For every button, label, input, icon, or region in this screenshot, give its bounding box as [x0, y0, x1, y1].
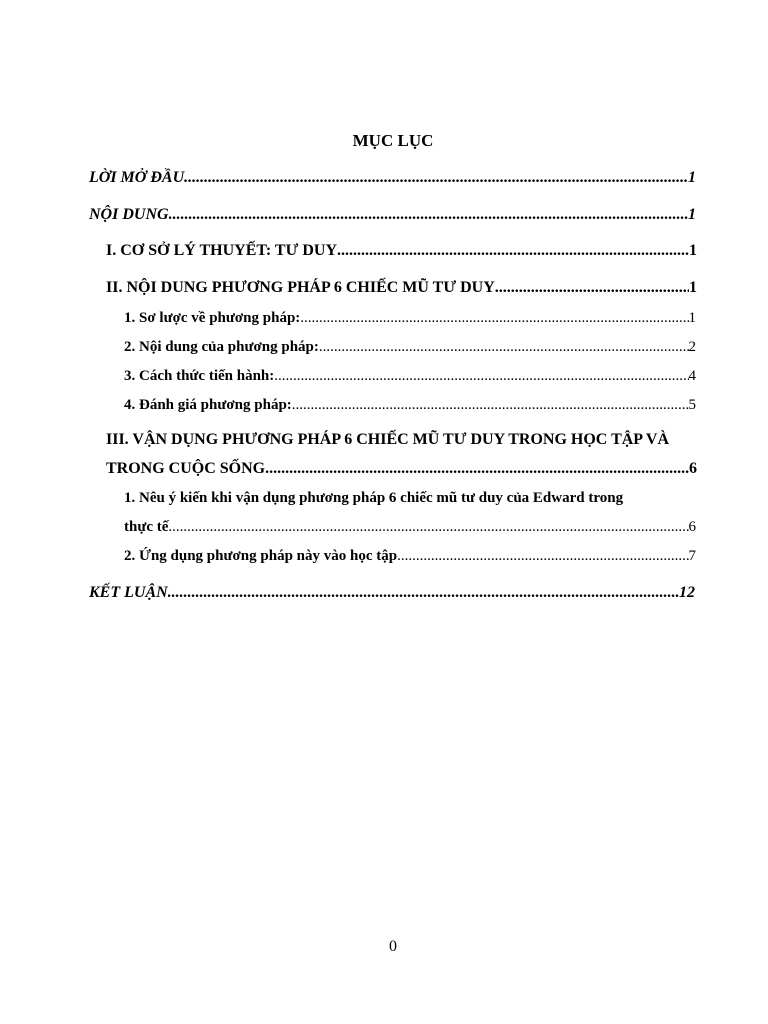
- dot-leader: [397, 546, 688, 566]
- dot-leader: [337, 241, 689, 261]
- toc-entry-page: 1: [688, 206, 696, 223]
- toc-entry-page: 1: [688, 310, 696, 326]
- toc-entry-section-2-4[interactable]: [124, 395, 696, 415]
- toc-entry-section-1[interactable]: [106, 241, 697, 261]
- dot-leader: [495, 278, 689, 298]
- toc-entry-label-line-1: 1. Nêu ý kiến khi vận dụng phương pháp 6 chiếc mũ tư duy của Edward trong: [124, 490, 624, 506]
- toc-entry-label: LỜI MỞ ĐẦU: [89, 169, 185, 186]
- toc-entry-label: 2. Nội dung của phương pháp:: [124, 339, 319, 355]
- toc-entry-page: 1: [688, 169, 696, 186]
- toc-entry-section-2-3[interactable]: [124, 366, 696, 386]
- dot-leader: [292, 395, 689, 415]
- toc-entry-page: 1: [689, 242, 697, 259]
- toc-entry-section-3-2[interactable]: [124, 546, 696, 566]
- dot-leader: [168, 583, 679, 603]
- toc-entry-page: 6: [688, 519, 696, 535]
- toc-entry-loi-mo-dau[interactable]: [89, 168, 696, 188]
- toc-entry-line-2: [106, 459, 697, 479]
- toc-entry-label: 4. Đánh giá phương pháp:: [124, 397, 292, 413]
- toc-entry-page: 4: [688, 368, 696, 384]
- toc-entry-ket-luan[interactable]: [89, 583, 695, 603]
- toc-entry-page: 2: [688, 339, 696, 355]
- toc-entry-label-line-1: III. VẬN DỤNG PHƯƠNG PHÁP 6 CHIẾC MŨ TƯ DUY TRONG HỌC TẬP VÀ: [106, 431, 669, 448]
- toc-entry-page: 1: [689, 279, 697, 296]
- toc-entry-label: 1. Sơ lược về phương pháp:: [124, 310, 301, 326]
- toc-entry-label: 2. Ứng dụng phương pháp này vào học tập: [124, 548, 398, 564]
- dot-leader: [274, 366, 688, 386]
- toc-entry-label: thực tế: [124, 519, 169, 535]
- toc-entry-label: I. CƠ SỞ LÝ THUYẾT: TƯ DUY: [106, 242, 337, 259]
- toc-entry-label: II. NỘI DUNG PHƯƠNG PHÁP 6 CHIẾC MŨ TƯ DUY: [106, 279, 495, 296]
- dot-leader: [184, 168, 688, 188]
- dot-leader: [265, 459, 689, 479]
- dot-leader: [168, 517, 688, 537]
- toc-entry-label: 3. Cách thức tiến hành:: [124, 368, 275, 384]
- toc-entry-page: 6: [689, 460, 697, 477]
- toc-entry-page: 12: [679, 584, 695, 601]
- toc-entry-line-2: [124, 517, 696, 537]
- dot-leader: [300, 308, 688, 328]
- toc-entry-section-2-2[interactable]: [124, 337, 696, 357]
- toc-entry-section-2[interactable]: [106, 278, 697, 298]
- toc-entry-page: 5: [688, 397, 696, 413]
- toc-entry-page: 7: [688, 548, 696, 564]
- toc-entry-label: NỘI DUNG: [89, 206, 169, 223]
- toc-entry-label: TRONG CUỘC SỐNG: [106, 460, 266, 477]
- toc-entry-section-2-1[interactable]: [124, 308, 696, 328]
- dot-leader: [319, 337, 689, 357]
- footer-page-number: 0: [389, 938, 397, 955]
- toc-entry-noi-dung[interactable]: [89, 205, 696, 225]
- dot-leader: [169, 205, 688, 225]
- page-title: MỤC LỤC: [352, 131, 434, 150]
- toc-entry-label: KẾT LUẬN: [89, 584, 168, 601]
